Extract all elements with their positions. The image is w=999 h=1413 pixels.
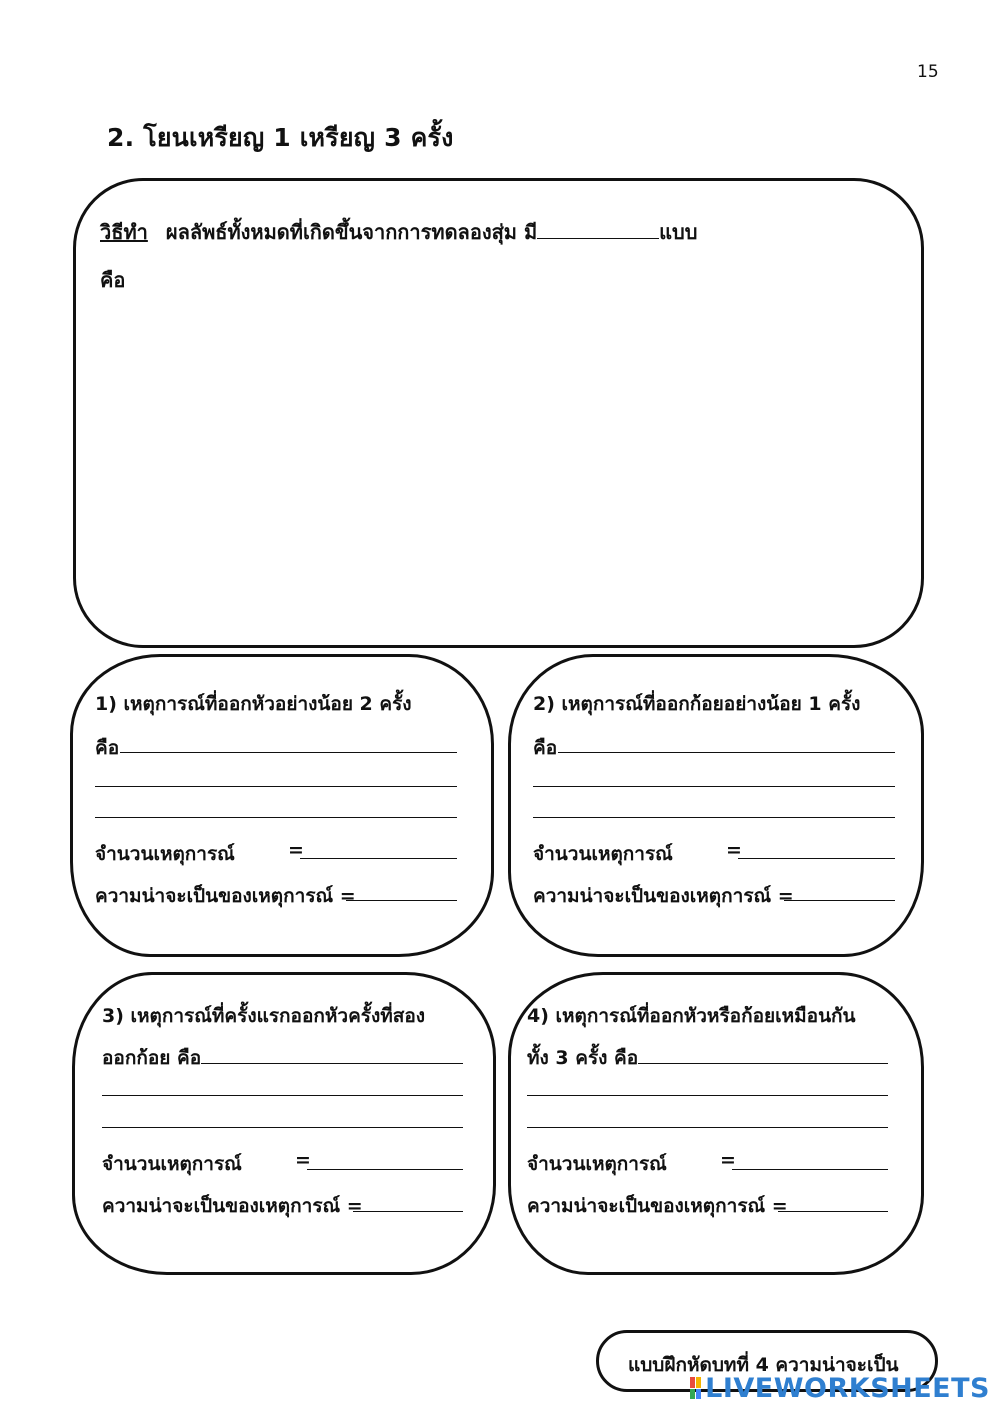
- question-2-text: 2) เหตุการณ์ที่ออกก้อยอย่างน้อย 1 ครั้ง: [533, 693, 861, 715]
- liveworksheets-watermark: [690, 1370, 990, 1406]
- question-2-count-blank[interactable]: [738, 858, 895, 859]
- question-3-count-blank[interactable]: [307, 1169, 463, 1170]
- liveworksheets-logo-icon: [690, 1377, 701, 1399]
- page-number: 15: [917, 62, 939, 82]
- question-3-count-label: จำนวนเหตุการณ์: [102, 1153, 242, 1175]
- question-4-answer-line[interactable]: [638, 1063, 888, 1064]
- question-4-answer-line[interactable]: [527, 1095, 888, 1096]
- question-2-answer-line[interactable]: [558, 752, 895, 753]
- question-1-probability-label: ความน่าจะเป็นของเหตุการณ์ =: [95, 885, 356, 907]
- method-label: วิธีทำ: [100, 220, 148, 244]
- question-1-probability-blank[interactable]: [346, 900, 457, 901]
- question-2-probability-blank[interactable]: [784, 900, 895, 901]
- question-1-answer-line[interactable]: [95, 786, 457, 787]
- question-4-count-equals: =: [720, 1149, 736, 1171]
- method-answer-box[interactable]: [73, 178, 924, 648]
- question-4-probability-blank[interactable]: [778, 1211, 888, 1212]
- question-2-list-label: คือ: [533, 737, 558, 759]
- question-4-count-label: จำนวนเหตุการณ์: [527, 1153, 667, 1175]
- question-3-text: 3) เหตุการณ์ที่ครั้งแรกออกหัวครั้งที่สอง: [102, 1005, 426, 1027]
- question-1-answer-line[interactable]: [120, 752, 457, 753]
- question-3-list-label: ออกก้อย คือ: [102, 1047, 202, 1069]
- question-4-count-blank[interactable]: [732, 1169, 888, 1170]
- method-text: ผลลัพธ์ทั้งหมดที่เกิดขึ้นจากการทดลองสุ่ม มี: [165, 220, 538, 244]
- question-1-count-label: จำนวนเหตุการณ์: [95, 843, 235, 865]
- question-4-text: 4) เหตุการณ์ที่ออกหัวหรือก้อยเหมือนกัน: [527, 1005, 856, 1027]
- watermark-text: LIVEWORKSHEETS: [705, 1372, 990, 1404]
- question-4-answer-line[interactable]: [527, 1127, 888, 1128]
- question-2-answer-line[interactable]: [533, 786, 895, 787]
- footer-chapter-title: แบบฝึกหัดบทที่ 4 ความน่าจะเป็น: [628, 1354, 899, 1376]
- outcome-list-label: คือ: [100, 268, 126, 292]
- method-unit: แบบ: [659, 220, 698, 244]
- question-3-answer-line[interactable]: [102, 1095, 463, 1096]
- question-1-list-label: คือ: [95, 737, 120, 759]
- question-3-probability-blank[interactable]: [353, 1211, 463, 1212]
- question-1-count-blank[interactable]: [300, 858, 457, 859]
- outcome-count-blank[interactable]: [537, 218, 659, 239]
- question-4-probability-label: ความน่าจะเป็นของเหตุการณ์ =: [527, 1195, 788, 1217]
- method-line: [100, 216, 697, 248]
- question-2-probability-label: ความน่าจะเป็นของเหตุการณ์ =: [533, 885, 794, 907]
- question-3-answer-line[interactable]: [102, 1127, 463, 1128]
- question-2-count-label: จำนวนเหตุการณ์: [533, 843, 673, 865]
- question-1-text: 1) เหตุการณ์ที่ออกหัวอย่างน้อย 2 ครั้ง: [95, 693, 412, 715]
- exercise-title: 2. โยนเหรียญ 1 เหรียญ 3 ครั้ง: [107, 123, 454, 152]
- question-4-list-label: ทั้ง 3 ครั้ง คือ: [527, 1047, 639, 1069]
- question-2-count-equals: =: [726, 839, 742, 861]
- question-3-count-equals: =: [295, 1149, 311, 1171]
- question-3-probability-label: ความน่าจะเป็นของเหตุการณ์ =: [102, 1195, 363, 1217]
- question-1-count-equals: =: [288, 839, 304, 861]
- question-2-answer-line[interactable]: [533, 817, 895, 818]
- question-1-answer-line[interactable]: [95, 817, 457, 818]
- question-3-answer-line[interactable]: [201, 1063, 463, 1064]
